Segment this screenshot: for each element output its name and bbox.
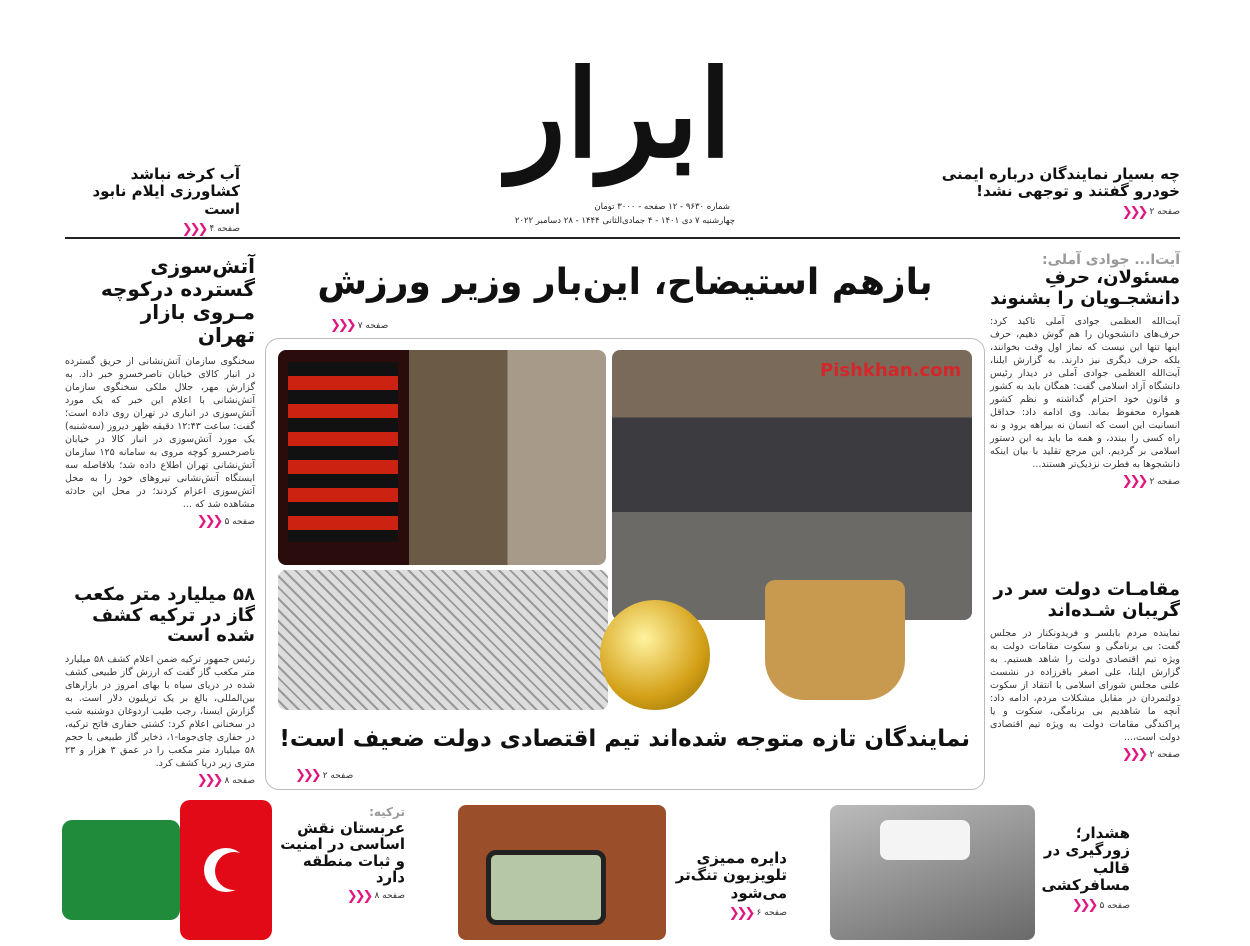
story-body: رئیس جمهور ترکیه ضمن اعلام کشف ۵۸ میلیارد متر مکعب گاز گفت که ارزش گاز طبیعی کشف شده در دریای سیاه با بهای امروز در بازارهای بین‌المللی، بالغ بر یک تریلیون دلار است. به گزارش ایسنا، رجب طیب اردوغان دوشنبه شب در سخنانی اعلام کرد: کشتی حفاری فاتح ترکیه، در حفاری چای‌جوما-۱، ذخایر گاز طبیعی با حجم ۵۸ میلیارد متر مکعب را در عمق ۳ هزار و ۲۳ متری زیر دریا کشف کرد. [65,654,255,770]
chevron-left-icon: ❮❮❮ [1121,747,1146,763]
headline: آتش‌سوزی گسترده درکوچه مـروی بازار تهران [100,254,255,347]
bottom-story-3[interactable] [1040,825,1130,913]
page-ref-label: صفحه ۲ [1149,749,1180,760]
page-ref-label: صفحه ۴ [209,224,240,235]
left-story-1[interactable] [65,255,255,529]
lead-ref[interactable] [330,318,388,333]
issue-info: شماره ۹۶۳۰ - ۱۲ صفحه - ۳۰۰۰ تومان [594,202,730,212]
headline: چه بسیار نمایندگان درباره ایمنی خودرو گفتند و توجهی نشد! [941,165,1180,201]
page-ref[interactable] [280,889,405,904]
chevron-left-icon: ❮❮❮ [1121,474,1146,490]
headline: مسئولان، حرفِ دانشجـویان را بشنوند [990,267,1180,309]
headline: هشدار؛ زورگیری در قالب مسافرکشی [1041,824,1130,894]
page-ref-label: صفحه ۵ [1099,900,1130,911]
chevron-left-icon: ❮❮❮ [196,773,221,789]
page-ref[interactable] [915,205,1180,220]
page-ref[interactable] [672,906,787,921]
kicker: ترکیه: [369,805,405,819]
story-body: سخنگوی سازمان آتش‌نشانی از حریق گسترده در انبار کالای خیابان ناصرخسرو خبر داد. به گزارش مهر، جلال ملکی سخنگوی سازمان آتش‌نشانی با اعلام این خبر که یک مورد آتش‌سوزی در انباری در تهران روی داده است؛ گفت: ساعت ۱۲:۴۳ دقیقه ظهر دیروز (سه‌شنبه) یک مورد آتش‌سوزی در انبار کالا در خیابان ناصرخسرو کوچه مروی به سامانه ۱۲۵ سازمان آتش‌نشانی تهران اطلاع داده شد؛ بلافاصله سه ایستگاه آتش‌نشانی نیروهای خود را به محل آتش‌سوزی اعزام کردند؛ در محل این حادثه مشاهده شد که ... [65,356,256,510]
currency-exchange-photo [278,350,606,565]
issue-date: چهارشنبه ۷ دی ۱۴۰۱ - ۴ جمادی‌الثانی ۱۴۴۴ - ۲۸ دسامبر ۲۰۲۲ [514,216,735,226]
headline: مقامـات دولت سر در گریبان شـده‌اند [993,579,1180,621]
page-ref[interactable] [1040,898,1130,913]
chevron-left-icon: ❮❮❮ [295,768,319,783]
page-ref[interactable] [65,222,240,237]
page-ref-label: صفحه ۸ [224,775,255,786]
street-car-photo [830,805,1035,940]
headline: ۵۸ میلیارد متر مکعب گاز در ترکیه کشف شده است [74,584,255,647]
page-ref[interactable] [65,773,255,788]
page-ref[interactable] [990,474,1180,489]
story-body: آیت‌الله العظمی جوادی آملی تاکید کرد: حرف‌های دانشجویان را هم گوش دهیم، حرف اینها تنها این نیست که نماز اول وقت بخوانند، بلکه حرف دیگری نیز دارند. به گزارش ایلنا، آیت‌الله العظمی جوادی آملی در دیدار رئیس دانشگاه آزاد اسلامی گفت: همگان باید به کشور و قانون خود احترام گذاشته و نظم کشور همواره محفوظ بماند. وی ادامه داد: حداقل انسانیت این است که انسان نه بیراهه برود و نه راه کسی را ببندد، و همه ما باید به این دستور اسلامی بر گردیم. این مرجع تقلید با بیان اینکه دانشجوها به فطرت نزدیک‌تر هستند... [990,316,1180,471]
masthead-rule [65,237,1180,239]
left-story-2[interactable] [65,585,255,788]
page-ref-label: صفحه ۷ [357,320,389,331]
top-left-story[interactable] [65,166,240,237]
lead-photo-caption[interactable]: نمایندگان تازه متوجه شده‌اند تیم اقتصادی دولت ضعیف است! [279,726,970,752]
gold-cloche-photo [600,600,710,710]
headline: عربستان نقش اساسی در امنیت و ثبات منطقه دارد [280,818,405,887]
story-body: نماینده مردم بابلسر و فریدونکنار در مجلس گفت: بی برنامگی و سکوت مقامات دولت به ویژه تیم اقتصادی دولت را شاهد هستیم. به گزارش ایلنا، علی اصغر باقرزاده در نشست علنی مجلس شورای اسلامی با انتقاد از سکوت دولتمردان در مقابل مشکلات مردم، ادامه داد: آنچه ما شاهدیم بی برنامگی، سکوت و یا پراکندگی مقامات دولت به ویژه تیم اقتصادی دولت است،... [990,628,1180,744]
page-ref[interactable] [65,514,255,529]
page-ref[interactable] [990,747,1180,762]
masthead-logo: ابرار [507,44,733,185]
bottom-story-2[interactable] [672,850,787,921]
page-ref-label: صفحه ۵ [224,516,255,527]
watermark: Pishkhan.com [820,360,962,381]
kicker: آیت‌ا... جوادی آملی: [1041,252,1180,268]
chevron-left-icon: ❮❮❮ [1121,204,1146,220]
right-story-1[interactable] [990,252,1180,489]
chevron-left-icon: ❮❮❮ [728,905,753,921]
page-ref-label: صفحه ۲ [1149,476,1180,487]
chevron-left-icon: ❮❮❮ [1071,898,1096,913]
television-photo [458,805,666,940]
shop-shutter-photo [278,570,608,710]
headline: آب کرخه نباشد کشاورزی ایلام نابود است [92,165,240,218]
lead-headline[interactable]: بازهم استیضاح، این‌بار وزیر ورزش [317,262,933,303]
chevron-left-icon: ❮❮❮ [181,221,206,237]
page-ref-label: صفحه ۸ [374,891,405,902]
caption-ref[interactable] [295,768,353,783]
top-right-story[interactable] [915,166,1180,220]
chevron-left-icon: ❮❮❮ [196,514,221,529]
page-ref-label: صفحه ۲ [322,770,354,781]
headline: دایره ممیزی تلویزیون تنگ‌تر می‌شود [675,849,787,902]
chevron-left-icon: ❮❮❮ [330,318,354,333]
bread-basket-photo [765,580,905,700]
bottom-story-1[interactable] [280,806,405,904]
right-story-2[interactable] [990,580,1180,762]
flags-puzzle-image [62,800,272,940]
chevron-left-icon: ❮❮❮ [346,888,371,904]
page-ref-label: صفحه ۲ [1149,207,1180,217]
page-ref-label: صفحه ۶ [756,908,787,919]
